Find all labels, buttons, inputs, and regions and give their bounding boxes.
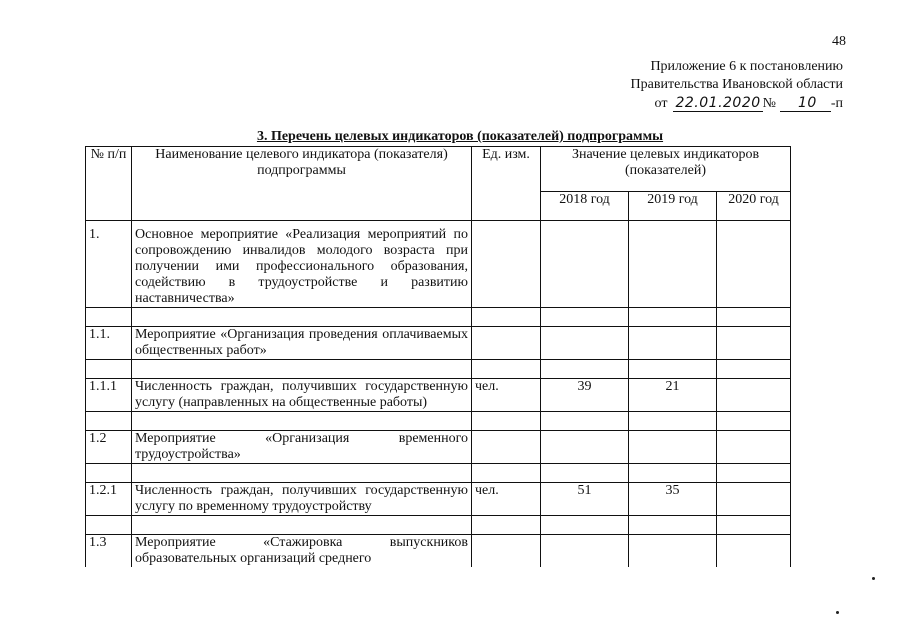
row-value-2020: [717, 379, 791, 412]
row-value-2019: [629, 431, 717, 464]
appendix-line-1: Приложение 6 к постановлению: [650, 59, 843, 74]
header-values-group: Значение целевых индикаторов (показателей): [541, 147, 791, 192]
row-num: 1.3: [86, 535, 132, 568]
row-value-2020: [717, 483, 791, 516]
row-unit: [472, 535, 541, 568]
row-name: Основное мероприятие «Реализация мероприятий по сопровождению инвалидов молодого возраста при получении ими профессионального образования, содействию в трудоустройстве и развитию наставничества»: [132, 221, 472, 308]
scan-speck: [872, 577, 875, 580]
row-value-2018: 39: [541, 379, 629, 412]
table-row: [86, 483, 791, 516]
row-value-2018: [541, 327, 629, 360]
indicators-table: [85, 146, 791, 567]
row-unit: чел.: [472, 379, 541, 412]
row-num: 1.2.1: [86, 483, 132, 516]
row-value-2019: [629, 327, 717, 360]
row-name: Численность граждан, получивших государственную услугу по временному трудоустройству: [132, 483, 472, 516]
row-unit: чел.: [472, 483, 541, 516]
row-value-2020: [717, 535, 791, 568]
handwritten-date: 22.01.2020: [675, 95, 761, 111]
number-suffix: -п: [830, 96, 843, 111]
section-title: 3. Перечень целевых индикаторов (показателей) подпрограммы: [256, 129, 664, 144]
row-value-2019: 35: [629, 483, 717, 516]
row-num: 1.: [86, 221, 132, 308]
row-value-2018: [541, 431, 629, 464]
row-value-2020: [717, 431, 791, 464]
row-unit: [472, 431, 541, 464]
row-name: Мероприятие «Стажировка выпускников образовательных организаций среднего: [132, 535, 472, 568]
row-num: 1.1.: [86, 327, 132, 360]
row-name: Мероприятие «Организация проведения оплачиваемых общественных работ»: [132, 327, 472, 360]
table-row: [86, 221, 791, 308]
row-value-2018: [541, 221, 629, 308]
header-year-2018: 2018 год: [541, 192, 629, 221]
header-name: Наименование целевого индикатора (показателя) подпрограммы: [132, 147, 472, 221]
header-num: № п/п: [86, 147, 132, 221]
header-unit: Ед. изм.: [472, 147, 541, 221]
row-num: 1.2: [86, 431, 132, 464]
row-value-2018: 51: [541, 483, 629, 516]
row-value-2019: [629, 221, 717, 308]
appendix-line-2: Правительства Ивановской области: [630, 77, 843, 92]
row-value-2019: 21: [629, 379, 717, 412]
row-unit: [472, 327, 541, 360]
header-year-2019: 2019 год: [629, 192, 717, 221]
table-row: [86, 327, 791, 360]
row-value-2019: [629, 535, 717, 568]
header-year-2020: 2020 год: [717, 192, 791, 221]
table-row: [86, 431, 791, 464]
row-value-2020: [717, 221, 791, 308]
appendix-date-line: [523, 94, 843, 113]
number-sign: №: [762, 96, 777, 111]
row-value-2020: [717, 327, 791, 360]
handwritten-number: 10: [780, 95, 831, 112]
scan-speck: [836, 611, 839, 614]
page-number: 48: [832, 34, 846, 49]
row-name: Численность граждан, получивших государственную услугу (направленных на общественные работы): [132, 379, 472, 412]
table-row: [86, 379, 791, 412]
row-unit: [472, 221, 541, 308]
row-value-2018: [541, 535, 629, 568]
table-row: [86, 535, 791, 568]
appendix-header: [523, 58, 843, 113]
row-name: Мероприятие «Организация временного трудоустройства»: [132, 431, 472, 464]
row-num: 1.1.1: [86, 379, 132, 412]
date-prefix: от: [654, 96, 668, 111]
